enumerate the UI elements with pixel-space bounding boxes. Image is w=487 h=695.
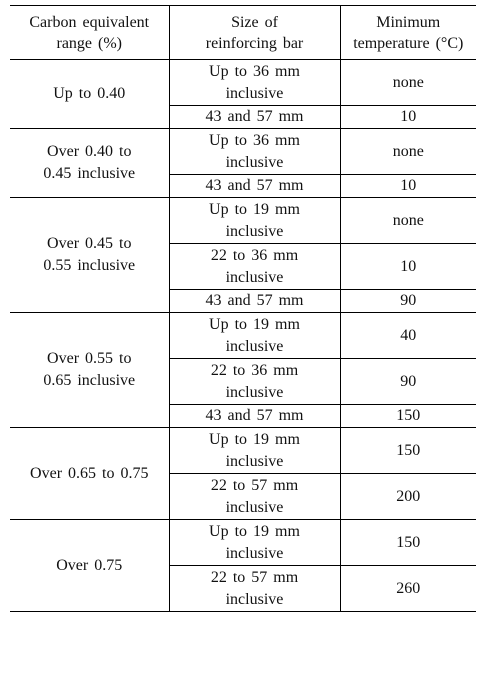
bar-size-cell: 22 to 36 mm inclusive: [169, 359, 340, 405]
table-header: [10, 6, 476, 60]
table-body: [10, 60, 476, 612]
table-row: [10, 428, 476, 474]
table-row: [10, 198, 476, 244]
carbon-equivalent-range-cell: Over 0.75: [10, 520, 169, 612]
table-row: [10, 313, 476, 359]
bar-size-cell: Up to 19 mm inclusive: [169, 520, 340, 566]
minimum-temperature-cell: 90: [340, 290, 476, 313]
minimum-temperature-cell: 90: [340, 359, 476, 405]
minimum-temperature-cell: 150: [340, 520, 476, 566]
preheat-temperature-table: [10, 5, 476, 612]
minimum-temperature-cell: 260: [340, 566, 476, 612]
carbon-equivalent-range-cell: Over 0.45 to 0.55 inclusive: [10, 198, 169, 313]
table-row: [10, 60, 476, 106]
bar-size-cell: 43 and 57 mm: [169, 106, 340, 129]
carbon-equivalent-range-cell: Over 0.55 to 0.65 inclusive: [10, 313, 169, 428]
carbon-equivalent-range-cell: Up to 0.40: [10, 60, 169, 129]
bar-size-cell: 22 to 36 mm inclusive: [169, 244, 340, 290]
carbon-equivalent-range-cell: Over 0.40 to 0.45 inclusive: [10, 129, 169, 198]
minimum-temperature-cell: none: [340, 198, 476, 244]
bar-size-cell: 43 and 57 mm: [169, 290, 340, 313]
bar-size-cell: 43 and 57 mm: [169, 175, 340, 198]
bar-size-cell: Up to 19 mm inclusive: [169, 198, 340, 244]
minimum-temperature-cell: 200: [340, 474, 476, 520]
minimum-temperature-cell: 150: [340, 405, 476, 428]
minimum-temperature-cell: none: [340, 129, 476, 175]
header-minimum-temperature: Minimum temperature (°C): [340, 6, 476, 60]
bar-size-cell: 22 to 57 mm inclusive: [169, 474, 340, 520]
minimum-temperature-cell: 10: [340, 244, 476, 290]
header-reinforcing-bar-size: Size of reinforcing bar: [169, 6, 340, 60]
carbon-equivalent-range-cell: Over 0.65 to 0.75: [10, 428, 169, 520]
minimum-temperature-cell: 150: [340, 428, 476, 474]
minimum-temperature-cell: 40: [340, 313, 476, 359]
bar-size-cell: 22 to 57 mm inclusive: [169, 566, 340, 612]
bar-size-cell: Up to 36 mm inclusive: [169, 129, 340, 175]
bar-size-cell: Up to 19 mm inclusive: [169, 313, 340, 359]
bar-size-cell: 43 and 57 mm: [169, 405, 340, 428]
table-row: [10, 129, 476, 175]
minimum-temperature-cell: none: [340, 60, 476, 106]
minimum-temperature-cell: 10: [340, 106, 476, 129]
header-carbon-equivalent-range: Carbon equivalent range (%): [10, 6, 169, 60]
bar-size-cell: Up to 19 mm inclusive: [169, 428, 340, 474]
table-row: [10, 520, 476, 566]
header-row: [10, 6, 476, 60]
bar-size-cell: Up to 36 mm inclusive: [169, 60, 340, 106]
minimum-temperature-cell: 10: [340, 175, 476, 198]
